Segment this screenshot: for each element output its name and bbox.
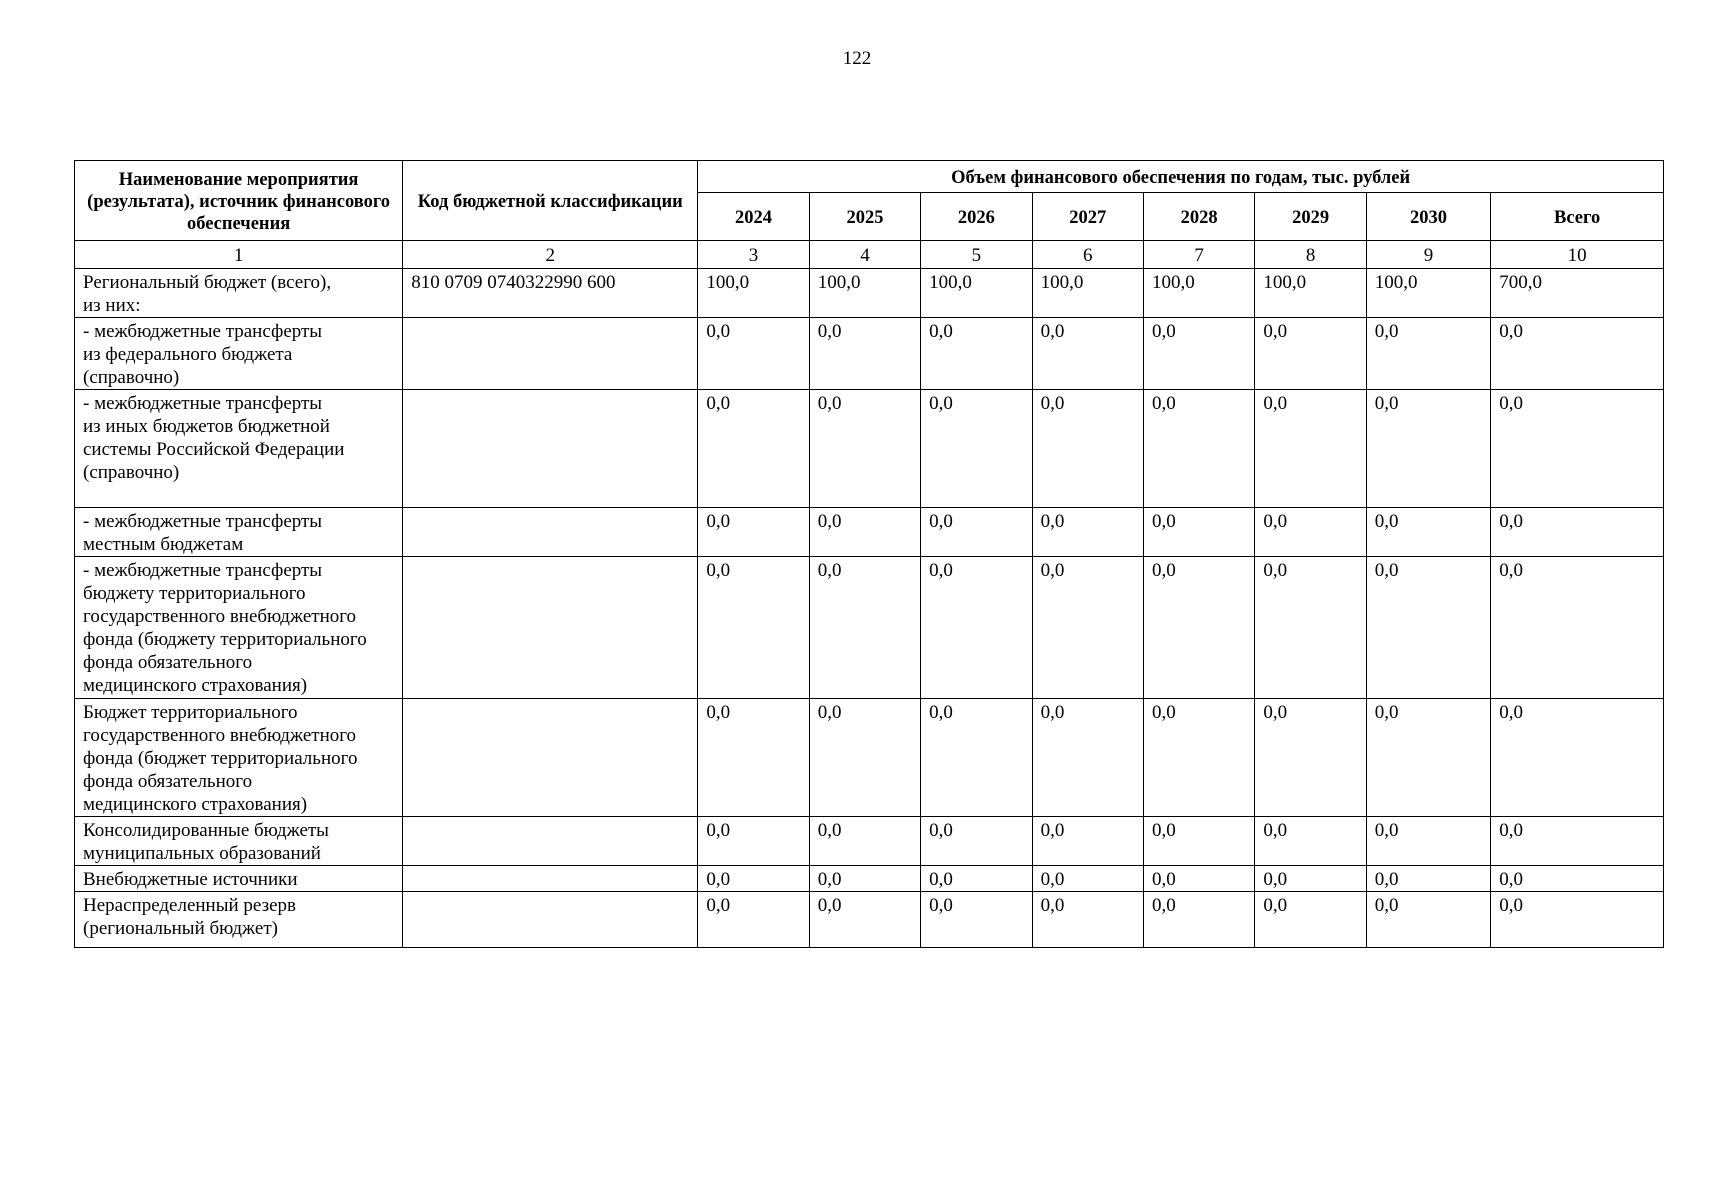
row-total-cell: 0,0 — [1491, 817, 1664, 866]
row-name-cell: - межбюджетные трансферты из федерального бюджета (справочно) — [75, 318, 403, 390]
row-value-cell: 100,0 — [1366, 269, 1490, 318]
row-code-cell: 810 0709 0740322990 600 — [403, 269, 698, 318]
row-name-cell: - межбюджетные трансферты местным бюджетам — [75, 508, 403, 557]
index-cell: 4 — [809, 241, 920, 269]
row-value-cell: 0,0 — [1255, 892, 1366, 948]
row-total-cell: 0,0 — [1491, 557, 1664, 699]
header-year: 2029 — [1255, 193, 1366, 241]
row-value-cell: 0,0 — [809, 557, 920, 699]
row-code-cell — [403, 699, 698, 817]
row-value-cell: 0,0 — [1143, 699, 1254, 817]
row-value-cell: 0,0 — [1366, 892, 1490, 948]
index-cell: 10 — [1491, 241, 1664, 269]
row-code-cell — [403, 557, 698, 699]
table-row — [75, 508, 1664, 557]
row-value-cell: 0,0 — [698, 699, 809, 817]
row-value-cell: 0,0 — [1366, 557, 1490, 699]
row-value-cell: 0,0 — [698, 508, 809, 557]
header-year: 2025 — [809, 193, 920, 241]
row-value-cell: 0,0 — [921, 390, 1032, 508]
row-value-cell: 0,0 — [698, 557, 809, 699]
row-code-cell — [403, 508, 698, 557]
row-value-cell: 100,0 — [809, 269, 920, 318]
header-total: Всего — [1491, 193, 1664, 241]
row-value-cell: 0,0 — [1143, 817, 1254, 866]
index-cell: 7 — [1143, 241, 1254, 269]
row-value-cell: 0,0 — [1366, 817, 1490, 866]
row-value-cell: 0,0 — [809, 892, 920, 948]
row-value-cell: 0,0 — [1143, 557, 1254, 699]
row-value-cell: 0,0 — [1143, 508, 1254, 557]
row-value-cell: 0,0 — [1255, 557, 1366, 699]
row-value-cell: 0,0 — [809, 817, 920, 866]
row-value-cell: 0,0 — [1143, 318, 1254, 390]
row-value-cell: 0,0 — [1032, 390, 1143, 508]
row-value-cell: 0,0 — [921, 699, 1032, 817]
row-value-cell: 0,0 — [1255, 699, 1366, 817]
index-cell: 1 — [75, 241, 403, 269]
row-value-cell: 0,0 — [1255, 508, 1366, 557]
index-cell: 2 — [403, 241, 698, 269]
row-total-cell: 0,0 — [1491, 866, 1664, 892]
header-year: 2030 — [1366, 193, 1490, 241]
row-value-cell: 0,0 — [1366, 866, 1490, 892]
row-value-cell: 0,0 — [1032, 318, 1143, 390]
index-cell: 9 — [1366, 241, 1490, 269]
row-value-cell: 0,0 — [698, 817, 809, 866]
row-value-cell: 0,0 — [1255, 817, 1366, 866]
row-value-cell: 0,0 — [698, 318, 809, 390]
row-name-cell: Консолидированные бюджеты муниципальных образований — [75, 817, 403, 866]
row-value-cell: 0,0 — [1366, 390, 1490, 508]
row-code-cell — [403, 318, 698, 390]
row-value-cell: 0,0 — [809, 390, 920, 508]
row-name-cell: Внебюджетные источники — [75, 866, 403, 892]
row-value-cell: 0,0 — [1143, 390, 1254, 508]
row-name-cell: Региональный бюджет (всего), из них: — [75, 269, 403, 318]
row-value-cell: 0,0 — [921, 508, 1032, 557]
row-value-cell: 100,0 — [1032, 269, 1143, 318]
index-cell: 5 — [921, 241, 1032, 269]
row-value-cell: 0,0 — [1366, 318, 1490, 390]
row-total-cell: 0,0 — [1491, 892, 1664, 948]
page-number: 122 — [842, 48, 872, 69]
table-row — [75, 557, 1664, 699]
table-row — [75, 699, 1664, 817]
row-value-cell: 0,0 — [1255, 318, 1366, 390]
header-name-column: Наименование мероприятия (результата), источник финансового обеспечения — [75, 161, 403, 241]
row-value-cell: 0,0 — [921, 817, 1032, 866]
row-value-cell: 0,0 — [1032, 866, 1143, 892]
row-total-cell: 0,0 — [1491, 699, 1664, 817]
index-cell: 6 — [1032, 241, 1143, 269]
header-year: 2028 — [1143, 193, 1254, 241]
table-row — [75, 892, 1664, 948]
row-value-cell: 0,0 — [809, 699, 920, 817]
header-volume-group: Объем финансового обеспечения по годам, тыс. рублей — [698, 161, 1664, 193]
row-value-cell: 0,0 — [1255, 390, 1366, 508]
header-code-column: Код бюджетной классификации — [403, 161, 698, 241]
header-year: 2024 — [698, 193, 809, 241]
row-total-cell: 700,0 — [1491, 269, 1664, 318]
row-value-cell: 100,0 — [921, 269, 1032, 318]
row-total-cell: 0,0 — [1491, 390, 1664, 508]
index-row — [75, 241, 1664, 269]
row-value-cell: 100,0 — [1143, 269, 1254, 318]
row-value-cell: 0,0 — [921, 318, 1032, 390]
row-value-cell: 0,0 — [698, 866, 809, 892]
row-value-cell: 0,0 — [809, 318, 920, 390]
row-code-cell — [403, 390, 698, 508]
row-total-cell: 0,0 — [1491, 508, 1664, 557]
row-value-cell: 0,0 — [809, 866, 920, 892]
header-year: 2026 — [921, 193, 1032, 241]
budget-table — [74, 160, 1664, 948]
row-value-cell: 0,0 — [921, 892, 1032, 948]
table-row — [75, 390, 1664, 508]
table-row — [75, 269, 1664, 318]
row-value-cell: 0,0 — [1032, 892, 1143, 948]
row-value-cell: 0,0 — [1032, 817, 1143, 866]
row-value-cell: 0,0 — [1366, 508, 1490, 557]
table-body — [75, 241, 1664, 948]
index-cell: 3 — [698, 241, 809, 269]
row-name-cell: - межбюджетные трансферты бюджету территориального государственного внебюджетного фонда (бюджету территориального фонда обязательного медицинского страхования) — [75, 557, 403, 699]
row-code-cell — [403, 866, 698, 892]
table-row — [75, 817, 1664, 866]
row-value-cell: 0,0 — [698, 390, 809, 508]
header-year: 2027 — [1032, 193, 1143, 241]
row-value-cell: 0,0 — [921, 866, 1032, 892]
row-code-cell — [403, 817, 698, 866]
row-name-cell: Бюджет территориального государственного внебюджетного фонда (бюджет территориального фонда обязательного медицинского страхования) — [75, 699, 403, 817]
index-cell: 8 — [1255, 241, 1366, 269]
row-value-cell: 100,0 — [698, 269, 809, 318]
row-value-cell: 100,0 — [1255, 269, 1366, 318]
row-value-cell: 0,0 — [809, 508, 920, 557]
row-value-cell: 0,0 — [921, 557, 1032, 699]
row-name-cell: Нераспределенный резерв (региональный бюджет) — [75, 892, 403, 948]
row-value-cell: 0,0 — [1032, 699, 1143, 817]
row-total-cell: 0,0 — [1491, 318, 1664, 390]
row-code-cell — [403, 892, 698, 948]
table-row — [75, 866, 1664, 892]
row-value-cell: 0,0 — [1032, 508, 1143, 557]
row-value-cell: 0,0 — [1032, 557, 1143, 699]
row-value-cell: 0,0 — [1255, 866, 1366, 892]
row-value-cell: 0,0 — [1143, 866, 1254, 892]
table-row — [75, 318, 1664, 390]
row-value-cell: 0,0 — [1143, 892, 1254, 948]
row-value-cell: 0,0 — [1366, 699, 1490, 817]
row-name-cell: - межбюджетные трансферты из иных бюджетов бюджетной системы Российской Федерации (справочно) — [75, 390, 403, 508]
row-value-cell: 0,0 — [698, 892, 809, 948]
